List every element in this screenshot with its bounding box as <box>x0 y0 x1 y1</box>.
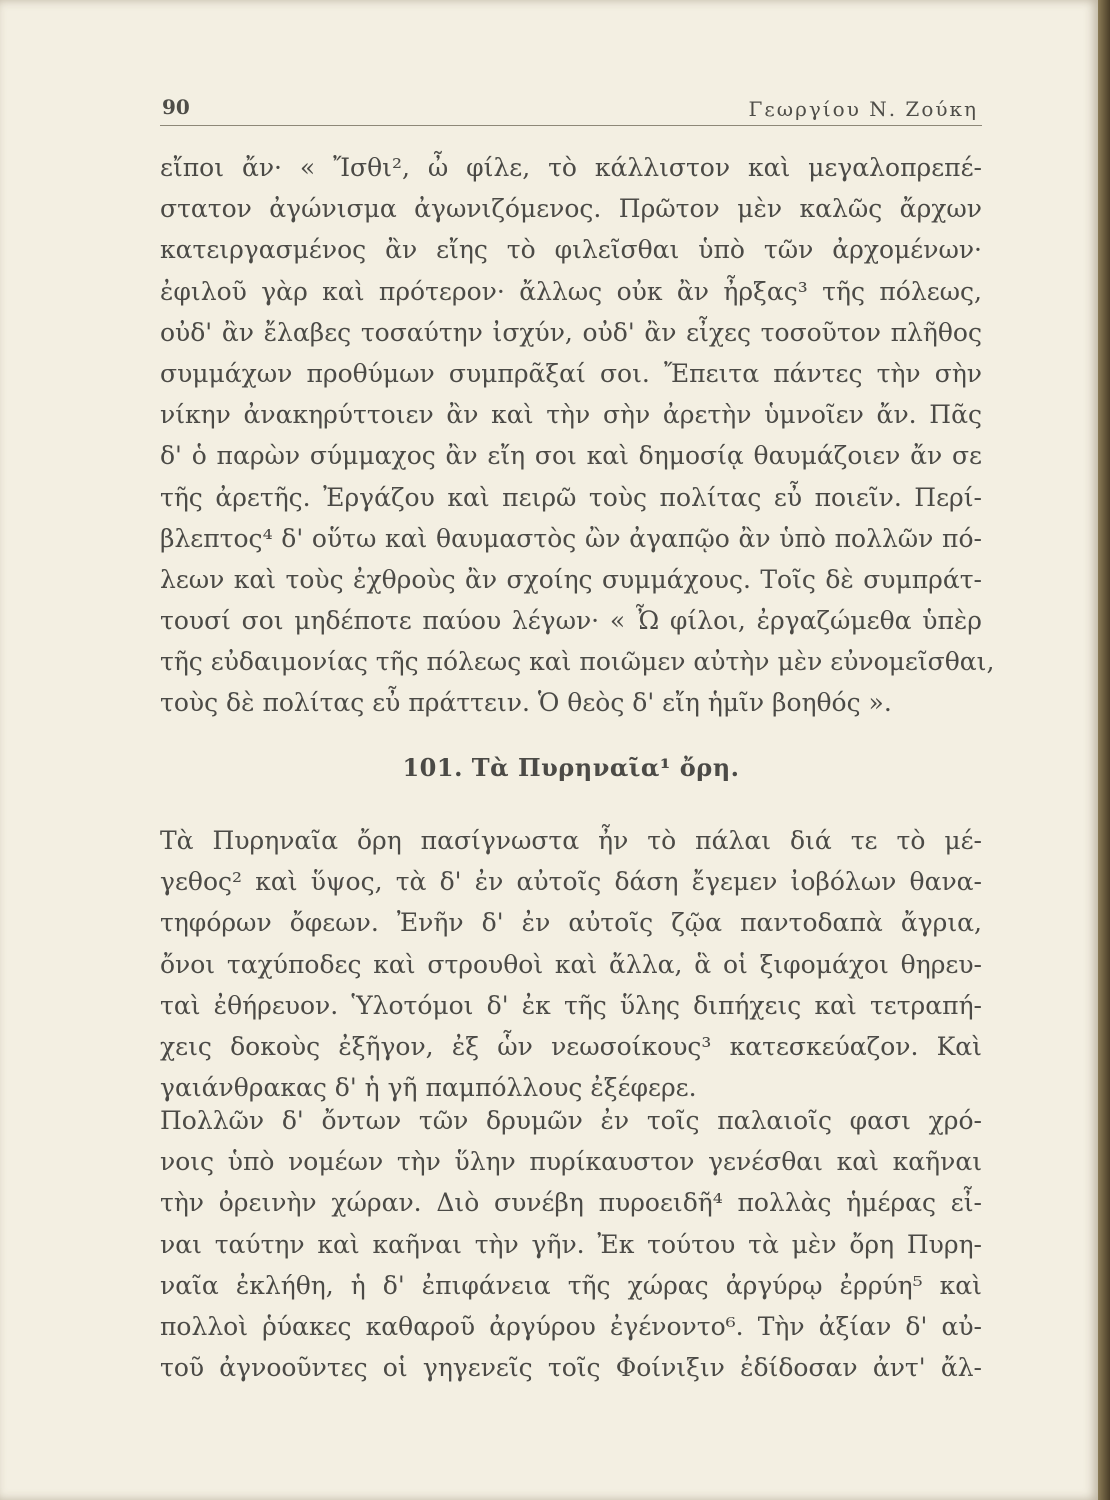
text-line: ὄνοι ταχύποδες καὶ στρουθοὶ καὶ ἄλλα, ἃ οἱ ξιφομάχοι θηρευ- <box>160 949 982 979</box>
page-number: 90 <box>162 95 190 119</box>
text-line: νίκην ἀνακηρύττοιεν ἂν καὶ τὴν σὴν ἀρετὴν ὑμνοῖεν ἄν. Πᾶς <box>160 400 982 430</box>
text-line: γεθος² καὶ ὕψος, τὰ δ' ἐν αὐτοῖς δάση ἔγεμεν ἰοβόλων θανα- <box>160 867 982 897</box>
text-line: τῆς ἀρετῆς. Ἐργάζου καὶ πειρῶ τοὺς πολίτας εὖ ποιεῖν. Περί- <box>160 482 982 512</box>
text-line: τουσί σοι μηδέποτε παύου λέγων· « Ὦ φίλοι, ἐργαζώμεθα ὑπὲρ <box>160 606 982 636</box>
text-line: κατειργασμένος ἂν εἴης τὸ φιλεῖσθαι ὑπὸ τῶν ἀρχομένων· <box>160 235 982 265</box>
text-line: ταὶ ἐθήρευον. Ὑλοτόμοι δ' ἐκ τῆς ὕλης διπήχεις καὶ τετραπή- <box>160 990 982 1020</box>
paragraph-1 <box>160 147 995 724</box>
text-line: συμμάχων προθύμων συμπρᾶξαί σοι. Ἔπειτα πάντες τὴν σὴν <box>160 358 982 388</box>
text-line: Πολλῶν δ' ὄντων τῶν δρυμῶν ἐν τοῖς παλαιοῖς φασι χρό- <box>160 1106 982 1135</box>
text-line: δ' ὁ παρὼν σύμμαχος ἂν εἴη σοι καὶ δημοσίᾳ θαυμάζοιεν ἄν σε <box>160 441 982 471</box>
text-line: Τὰ Πυρηναῖα ὄρη πασίγνωστα ἦν τὸ πάλαι διά τε τὸ μέ- <box>160 826 982 855</box>
page-edge <box>1098 0 1110 1500</box>
paragraph-3 <box>160 1100 982 1388</box>
text-line: τοὺς δὲ πολίτας εὖ πράττειν. Ὁ θεὸς δ' εἴη ἡμῖν βοηθός ». <box>160 688 892 718</box>
text-line: πολλοὶ ῥύακες καθαροῦ ἀργύρου ἐγένοντο⁶. Τὴν ἀξίαν δ' αὐ- <box>160 1311 982 1341</box>
section-heading: 101. Τὰ Πυρηναῖα¹ ὄρη. <box>402 753 740 782</box>
text-line: τὴν ὀρεινὴν χώραν. Διὸ συνέβη πυροειδῆ⁴ πολλὰς ἡμέρας εἶ- <box>160 1188 982 1218</box>
text-line: τῆς εὐδαιμονίας τῆς πόλεως καὶ ποιῶμεν αὐτὴν μὲν εὐνομεῖσθαι, <box>160 647 995 677</box>
text-line: εἴποι ἄν· « Ἴσθι², ὦ φίλε, τὸ κάλλιστον καὶ μεγαλοπρεπέ- <box>160 153 982 182</box>
text-line: οὐδ' ἂν ἔλαβες τοσαύτην ἰσχύν, οὐδ' ἂν εἶχες τοσοῦτον πλῆθος <box>160 317 982 347</box>
page-header <box>160 93 982 126</box>
text-line: λεων καὶ τοὺς ἐχθροὺς ἂν σχοίης συμμάχους. Τοῖς δὲ συμπράτ- <box>160 564 982 594</box>
text-line: ναι ταύτην καὶ καῆναι τὴν γῆν. Ἐκ τούτου τὰ μὲν ὄρη Πυρη- <box>160 1229 982 1259</box>
paragraph-2 <box>160 820 982 1108</box>
text-line: χεις δοκοὺς ἐξῆγον, ἐξ ὧν νεωσοίκους³ κατεσκεύαζον. Καὶ <box>160 1031 982 1061</box>
text-line: βλεπτος⁴ δ' οὕτω καὶ θαυμαστὸς ὢν ἀγαπῷο ἂν ὑπὸ πολλῶν πό- <box>160 523 982 553</box>
running-title: Γεωργίου Ν. Ζούκη <box>748 97 978 121</box>
text-line: ναῖα ἐκλήθη, ἡ δ' ἐπιφάνεια τῆς χώρας ἀργύρῳ ἐρρύη⁵ καὶ <box>160 1270 982 1300</box>
text-line: τηφόρων ὄφεων. Ἐνῆν δ' ἐν αὐτοῖς ζῷα παντοδαπὰ ἄγρια, <box>160 908 982 938</box>
text-line: τοῦ ἀγνοοῦντες οἱ γηγενεῖς τοῖς Φοίνιξιν ἐδίδοσαν ἀντ' ἄλ- <box>160 1353 982 1383</box>
text-line: νοις ὑπὸ νομέων τὴν ὕλην πυρίκαυστον γενέσθαι καὶ καῆναι <box>160 1147 982 1177</box>
text-line: γαιάνθρακας δ' ἡ γῆ παμπόλλους ἐξέφερε. <box>160 1073 697 1103</box>
text-line: ἐφιλοῦ γὰρ καὶ πρότερον· ἄλλως οὐκ ἂν ἦρξας³ τῆς πόλεως, <box>160 276 982 306</box>
text-line: στατον ἀγώνισμα ἀγωνιζόμενος. Πρῶτον μὲν καλῶς ἄρχων <box>160 194 982 224</box>
